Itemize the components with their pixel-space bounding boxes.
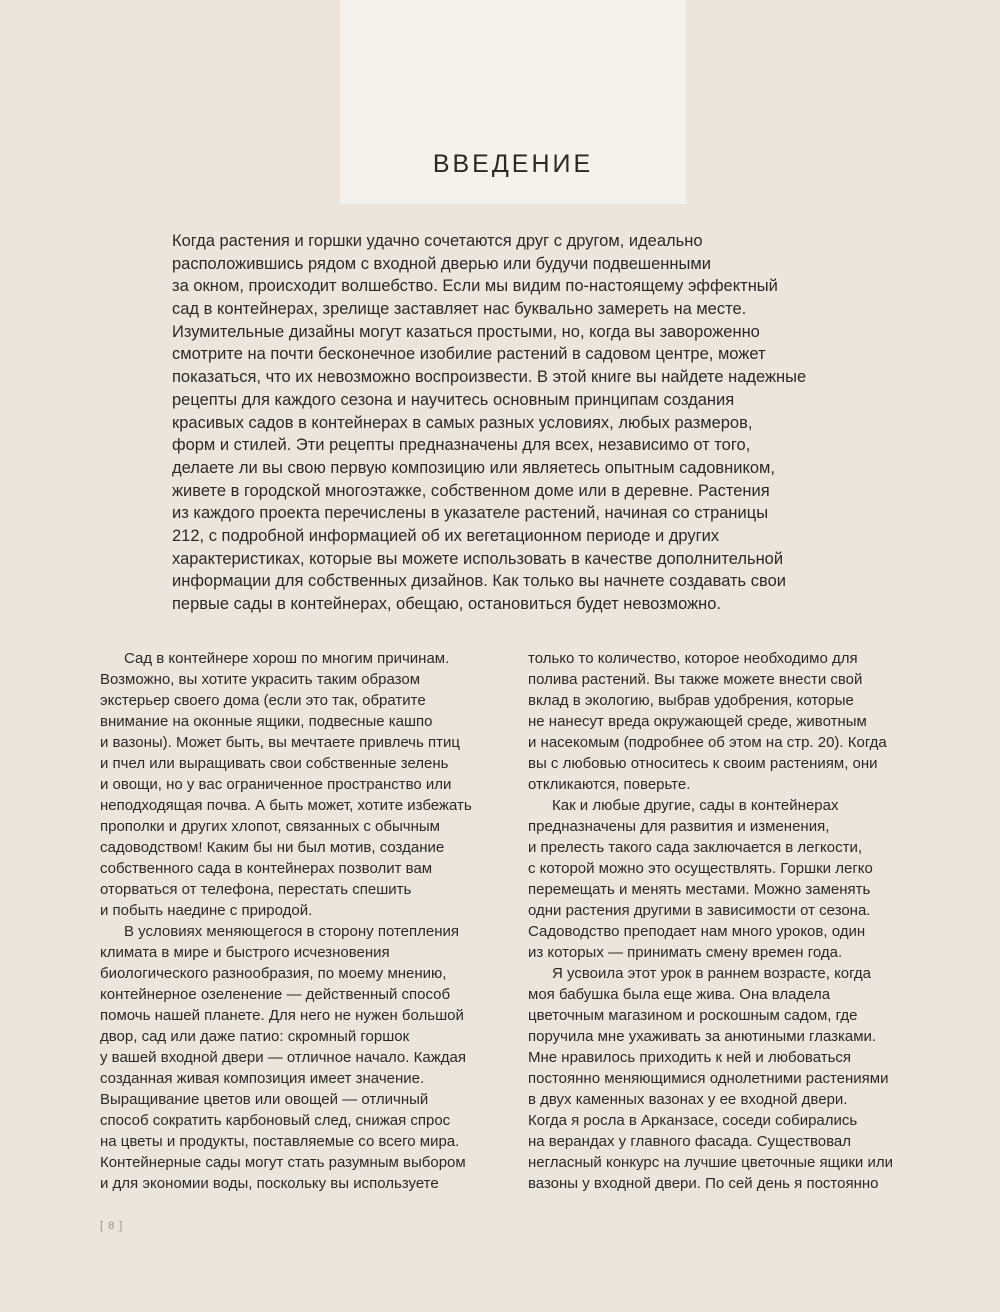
text-line: Контейнерные сады могут стать разумным выбором: [100, 1154, 466, 1171]
text-line: внимание на оконные ящики, подвесные кашпо: [100, 713, 433, 730]
text-line: собственного сада в контейнерах позволит вам: [100, 860, 433, 877]
text-line: садоводством! Каким бы ни был мотив, создание: [100, 839, 445, 856]
text-line: вы с любовью относитесь к своим растениям, они: [528, 755, 878, 772]
text-line: и вазоны). Может быть, вы мечтаете привлечь птиц: [100, 734, 460, 751]
text-line: постоянно меняющимися однолетними растениями: [528, 1070, 889, 1087]
text-line: поручила мне ухаживать за анютиными глазками.: [528, 1028, 877, 1045]
text-line: и овощи, но у вас ограниченное пространство или: [100, 776, 452, 793]
text-line: негласный конкурс на лучшие цветочные ящики или: [528, 1154, 893, 1171]
body-column-right: [528, 648, 893, 1194]
text-line: откликаются, поверьте.: [528, 776, 691, 793]
text-line: только то количество, которое необходимо для: [528, 650, 858, 667]
text-line: вазоны у входной двери. По сей день я постоянно: [528, 1175, 879, 1192]
text-line: Выращивание цветов или овощей — отличный: [100, 1091, 429, 1108]
text-line: Сад в контейнере хорош по многим причинам.: [124, 650, 450, 667]
text-line: и для экономии воды, поскольку вы используете: [100, 1175, 439, 1192]
intro-line: за окном, происходит волшебство. Если мы видим по-настоящему эффектный: [172, 277, 778, 296]
text-line: не нанесут вреда окружающей среде, животным: [528, 713, 867, 730]
text-line: способ сократить карбоновый след, снижая спрос: [100, 1112, 451, 1129]
text-line: и побыть наедине с природой.: [100, 902, 313, 919]
text-line: неподходящая почва. А быть может, хотите избежать: [100, 797, 472, 814]
intro-line: живете в городской многоэтажке, собственном доме или в деревне. Растения: [172, 481, 770, 500]
text-line: на цветы и продукты, поставляемые со всего мира.: [100, 1133, 460, 1150]
text-line: созданная живая композиция имеет значение.: [100, 1070, 425, 1087]
intro-line: Когда растения и горшки удачно сочетаются друг с другом, идеально: [172, 232, 703, 250]
text-line: предназначены для развития и изменения,: [528, 818, 830, 835]
text-line: Садоводство преподает нам много уроков, один: [528, 923, 866, 940]
intro-line: расположившись рядом с входной дверью или будучи подвешенными: [172, 254, 711, 273]
text-line: у вашей входной двери — отличное начало. Каждая: [100, 1049, 466, 1066]
text-line: Я усвоила этот урок в раннем возрасте, когда: [552, 965, 872, 982]
intro-line: информации для собственных дизайнов. Как только вы начнете создавать свои: [172, 572, 786, 591]
text-line: цветочным магазином и роскошным садом, где: [528, 1007, 858, 1024]
text-line: одни растения другими в зависимости от сезона.: [528, 902, 871, 919]
text-line: В условиях меняющегося в сторону потепления: [124, 923, 460, 940]
text-line: в двух каменных вазонах у ее входной двери.: [528, 1091, 848, 1108]
intro-line: делаете ли вы свою первую композицию или являетесь опытным садовником,: [172, 458, 775, 477]
intro-paragraph: [172, 230, 892, 616]
intro-line: 212, с подробной информацией об их вегетационном периоде и других: [172, 526, 720, 545]
body-column-left: [100, 648, 472, 1194]
text-line: контейнерное озеленение — действенный способ: [100, 986, 451, 1003]
text-line: двор, сад или даже патио: скромный горшок: [100, 1028, 410, 1045]
text-line: с которой можно это осуществлять. Горшки легко: [528, 860, 873, 877]
text-line: биологического разнообразия, по моему мнению,: [100, 965, 447, 982]
text-line: перемещать и менять местами. Можно заменять: [528, 881, 871, 898]
page-number: [ 8 ]: [100, 1220, 124, 1232]
text-line: экстерьер своего дома (если это так, обратите: [100, 692, 426, 709]
intro-line: форм и стилей. Эти рецепты предназначены для всех, независимо от того,: [172, 436, 751, 455]
intro-line: показаться, что их невозможно воспроизвести. В этой книге вы найдете надежные: [172, 368, 807, 387]
intro-line: сад в контейнерах, зрелище заставляет нас буквально замереть на месте.: [172, 300, 747, 319]
text-line: Как и любые другие, сады в контейнерах: [552, 797, 839, 814]
text-line: Когда я росла в Арканзасе, соседи собирались: [528, 1112, 858, 1129]
text-line: помочь нашей планете. Для него не нужен большой: [100, 1007, 464, 1024]
intro-line: рецепты для каждого сезона и научитесь основным принципам создания: [172, 390, 735, 409]
intro-line: смотрите на почти бесконечное изобилие растений в садовом центре, может: [172, 345, 766, 364]
text-line: климата в мире и быстрого исчезновения: [100, 944, 390, 961]
intro-line: из каждого проекта перечислены в указателе растений, начиная со страницы: [172, 504, 769, 523]
text-line: прополки и других хлопот, связанных с обычным: [100, 818, 440, 835]
intro-line: характеристиках, которые вы можете использовать в качестве дополнительной: [172, 549, 784, 568]
text-line: Мне нравилось приходить к ней и любоваться: [528, 1049, 852, 1066]
intro-line: красивых садов в контейнерах в самых разных условиях, любых размеров,: [172, 413, 753, 432]
text-line: Возможно, вы хотите украсить таким образом: [100, 671, 421, 688]
text-line: оторваться от телефона, перестать спешить: [100, 881, 412, 898]
intro-line: первые сады в контейнерах, обещаю, остановиться будет невозможно.: [172, 595, 721, 613]
page-title: ВВЕДЕНИЕ: [432, 150, 594, 178]
intro-line: Изумительные дизайны могут казаться простыми, но, когда вы завороженно: [172, 322, 760, 341]
text-line: моя бабушка была еще жива. Она владела: [528, 986, 831, 1003]
text-line: и пчел или выращивать свои собственные зелень: [100, 755, 449, 772]
text-line: и прелесть такого сада заключается в легкости,: [528, 839, 862, 856]
text-line: на верандах у главного фасада. Существовал: [528, 1133, 852, 1150]
text-line: из которых — принимать смену времен года.: [528, 944, 843, 961]
text-line: и насекомым (подробнее об этом на стр. 20). Когда: [528, 734, 887, 751]
text-line: полива растений. Вы также можете внести свой: [528, 671, 863, 688]
text-line: вклад в экологию, выбрав удобрения, которые: [528, 692, 854, 709]
